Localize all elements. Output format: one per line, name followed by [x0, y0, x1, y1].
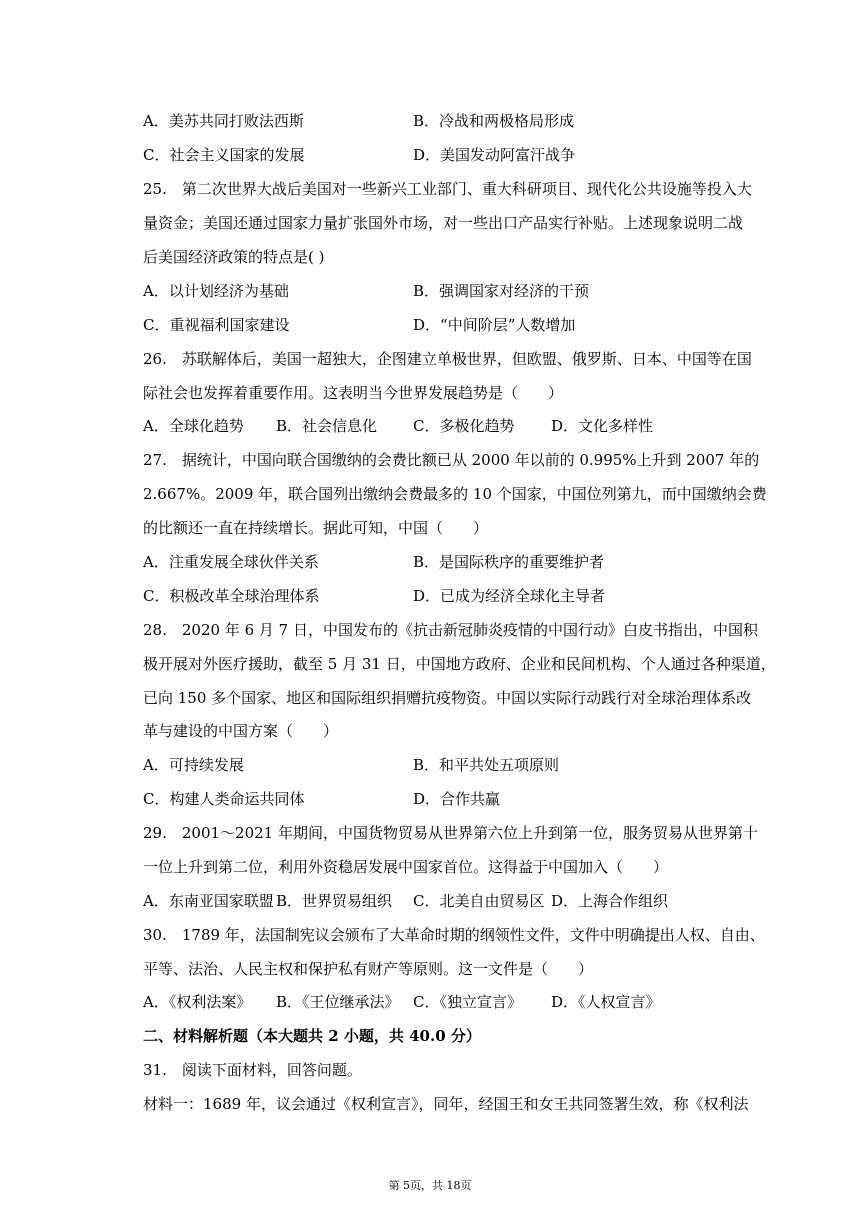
q29-option-b: B．世界贸易组织	[276, 892, 393, 910]
section-heading: 二、材料解析题（本大题共 2 小题，共 40.0 分）	[143, 1027, 481, 1045]
q25-option-a: A．以计划经济为基础	[143, 282, 289, 300]
q24-option-d: D．美国发动阿富汗战争	[413, 146, 576, 164]
q28-option-a: A．可持续发展	[143, 756, 244, 774]
q25-option-d: D．“中间阶层”人数增加	[413, 316, 576, 334]
q27-text-line: 27. 据统计，中国向联合国缴纳的会费比额已从 2000 年以前的 0.995%上升到 2007 年的	[143, 451, 760, 469]
q28-text-line: 革与建设的中国方案（ ）	[143, 722, 339, 740]
q27-option-b: B．是国际秩序的重要维护者	[413, 553, 605, 571]
q27-option-a: A．注重发展全球伙伴关系	[143, 553, 319, 571]
q24-option-c: C．社会主义国家的发展	[143, 146, 305, 164]
q26-option-b: B．社会信息化	[276, 417, 378, 435]
q27-text-line: 的比额还一直在持续增长。据此可知，中国（ ）	[143, 519, 489, 537]
q28-text-line: 极开展对外医疗援助，截至 5 月 31 日，中国地方政府、企业和民间机构、个人通过各种渠道，	[143, 655, 776, 673]
q31-text-line: 31. 阅读下面材料，回答问题。	[143, 1061, 362, 1079]
q26-option-d: D．文化多样性	[551, 417, 654, 435]
q28-text-line: 已向 150 多个国家、地区和国际组织捐赠抗疫物资。中国以实际行动践行对全球治理体系改	[143, 689, 752, 707]
q29-option-d: D．上海合作组织	[551, 892, 669, 910]
q25-text-line: 25. 第二次世界大战后美国对一些新兴工业部门、重大科研项目、现代化公共设施等投入大	[143, 180, 752, 198]
q29-text-line: 29. 2001～2021 年期间，中国货物贸易从世界第六位上升到第一位，服务贸易从世界第十	[143, 824, 758, 842]
q28-option-d: D．合作共赢	[413, 790, 501, 808]
q25-text-line: 量资金；美国还通过国家力量扩张国外市场，对一些出口产品实行补贴。上述现象说明二战	[143, 214, 744, 232]
q29-text-line: 一位上升到第二位，利用外资稳居发展中国家首位。这得益于中国加入（ ）	[143, 858, 669, 876]
q30-text-line: 30. 1789 年，法国制宪议会颁布了大革命时期的纲领性文件，文件中明确提出人权、自由、	[143, 926, 765, 944]
q30-option-d: D．《人权宣言》	[551, 993, 661, 1011]
q27-text-line: 2.667%。2009 年，联合国列出缴纳会费最多的 10 个国家，中国位列第九，而中国缴纳会费	[143, 485, 767, 503]
q30-option-c: C．《独立宣言》	[413, 993, 522, 1011]
q25-option-b: B．强调国家对经济的干预	[413, 282, 590, 300]
q28-option-c: C．构建人类命运共同体	[143, 790, 305, 808]
q26-option-a: A．全球化趋势	[143, 417, 244, 435]
q27-option-d: D．已成为经济全球化主导者	[413, 587, 606, 605]
q29-option-a: A．东南亚国家联盟	[143, 892, 274, 910]
q30-text-line: 平等、法治、人民主权和保护私有财产等原则。这一文件是（ ）	[143, 960, 594, 978]
q28-option-b: B．和平共处五项原则	[413, 756, 560, 774]
q25-option-c: C．重视福利国家建设	[143, 316, 290, 334]
page-footer: 第 5页，共 18页	[388, 1179, 472, 1192]
q30-option-a: A．《权利法案》	[143, 993, 252, 1011]
q26-text-line: 际社会也发挥着重要作用。这表明当今世界发展趋势是（ ）	[143, 384, 564, 402]
q26-text-line: 26. 苏联解体后，美国一超独大，企图建立单极世界，但欧盟、俄罗斯、日本、中国等在国	[143, 350, 752, 368]
q28-text-line: 28. 2020 年 6 月 7 日，中国发布的《抗击新冠肺炎疫情的中国行动》白皮书指出，中国积	[143, 621, 758, 639]
q30-option-b: B．《王位继承法》	[276, 993, 400, 1011]
q31-text-line: 材料一：1689 年，议会通过《权利宣言》，同年，经国王和女王共同签署生效，称《权利法	[143, 1095, 749, 1113]
q27-option-c: C．积极改革全球治理体系	[143, 587, 320, 605]
q24-option-a: A．美苏共同打败法西斯	[143, 112, 304, 130]
q29-option-c: C．北美自由贸易区	[413, 892, 545, 910]
q26-option-c: C．多极化趋势	[413, 417, 515, 435]
q25-text-line: 后美国经济政策的特点是( )	[143, 248, 325, 266]
q24-option-b: B．冷战和两极格局形成	[413, 112, 575, 130]
